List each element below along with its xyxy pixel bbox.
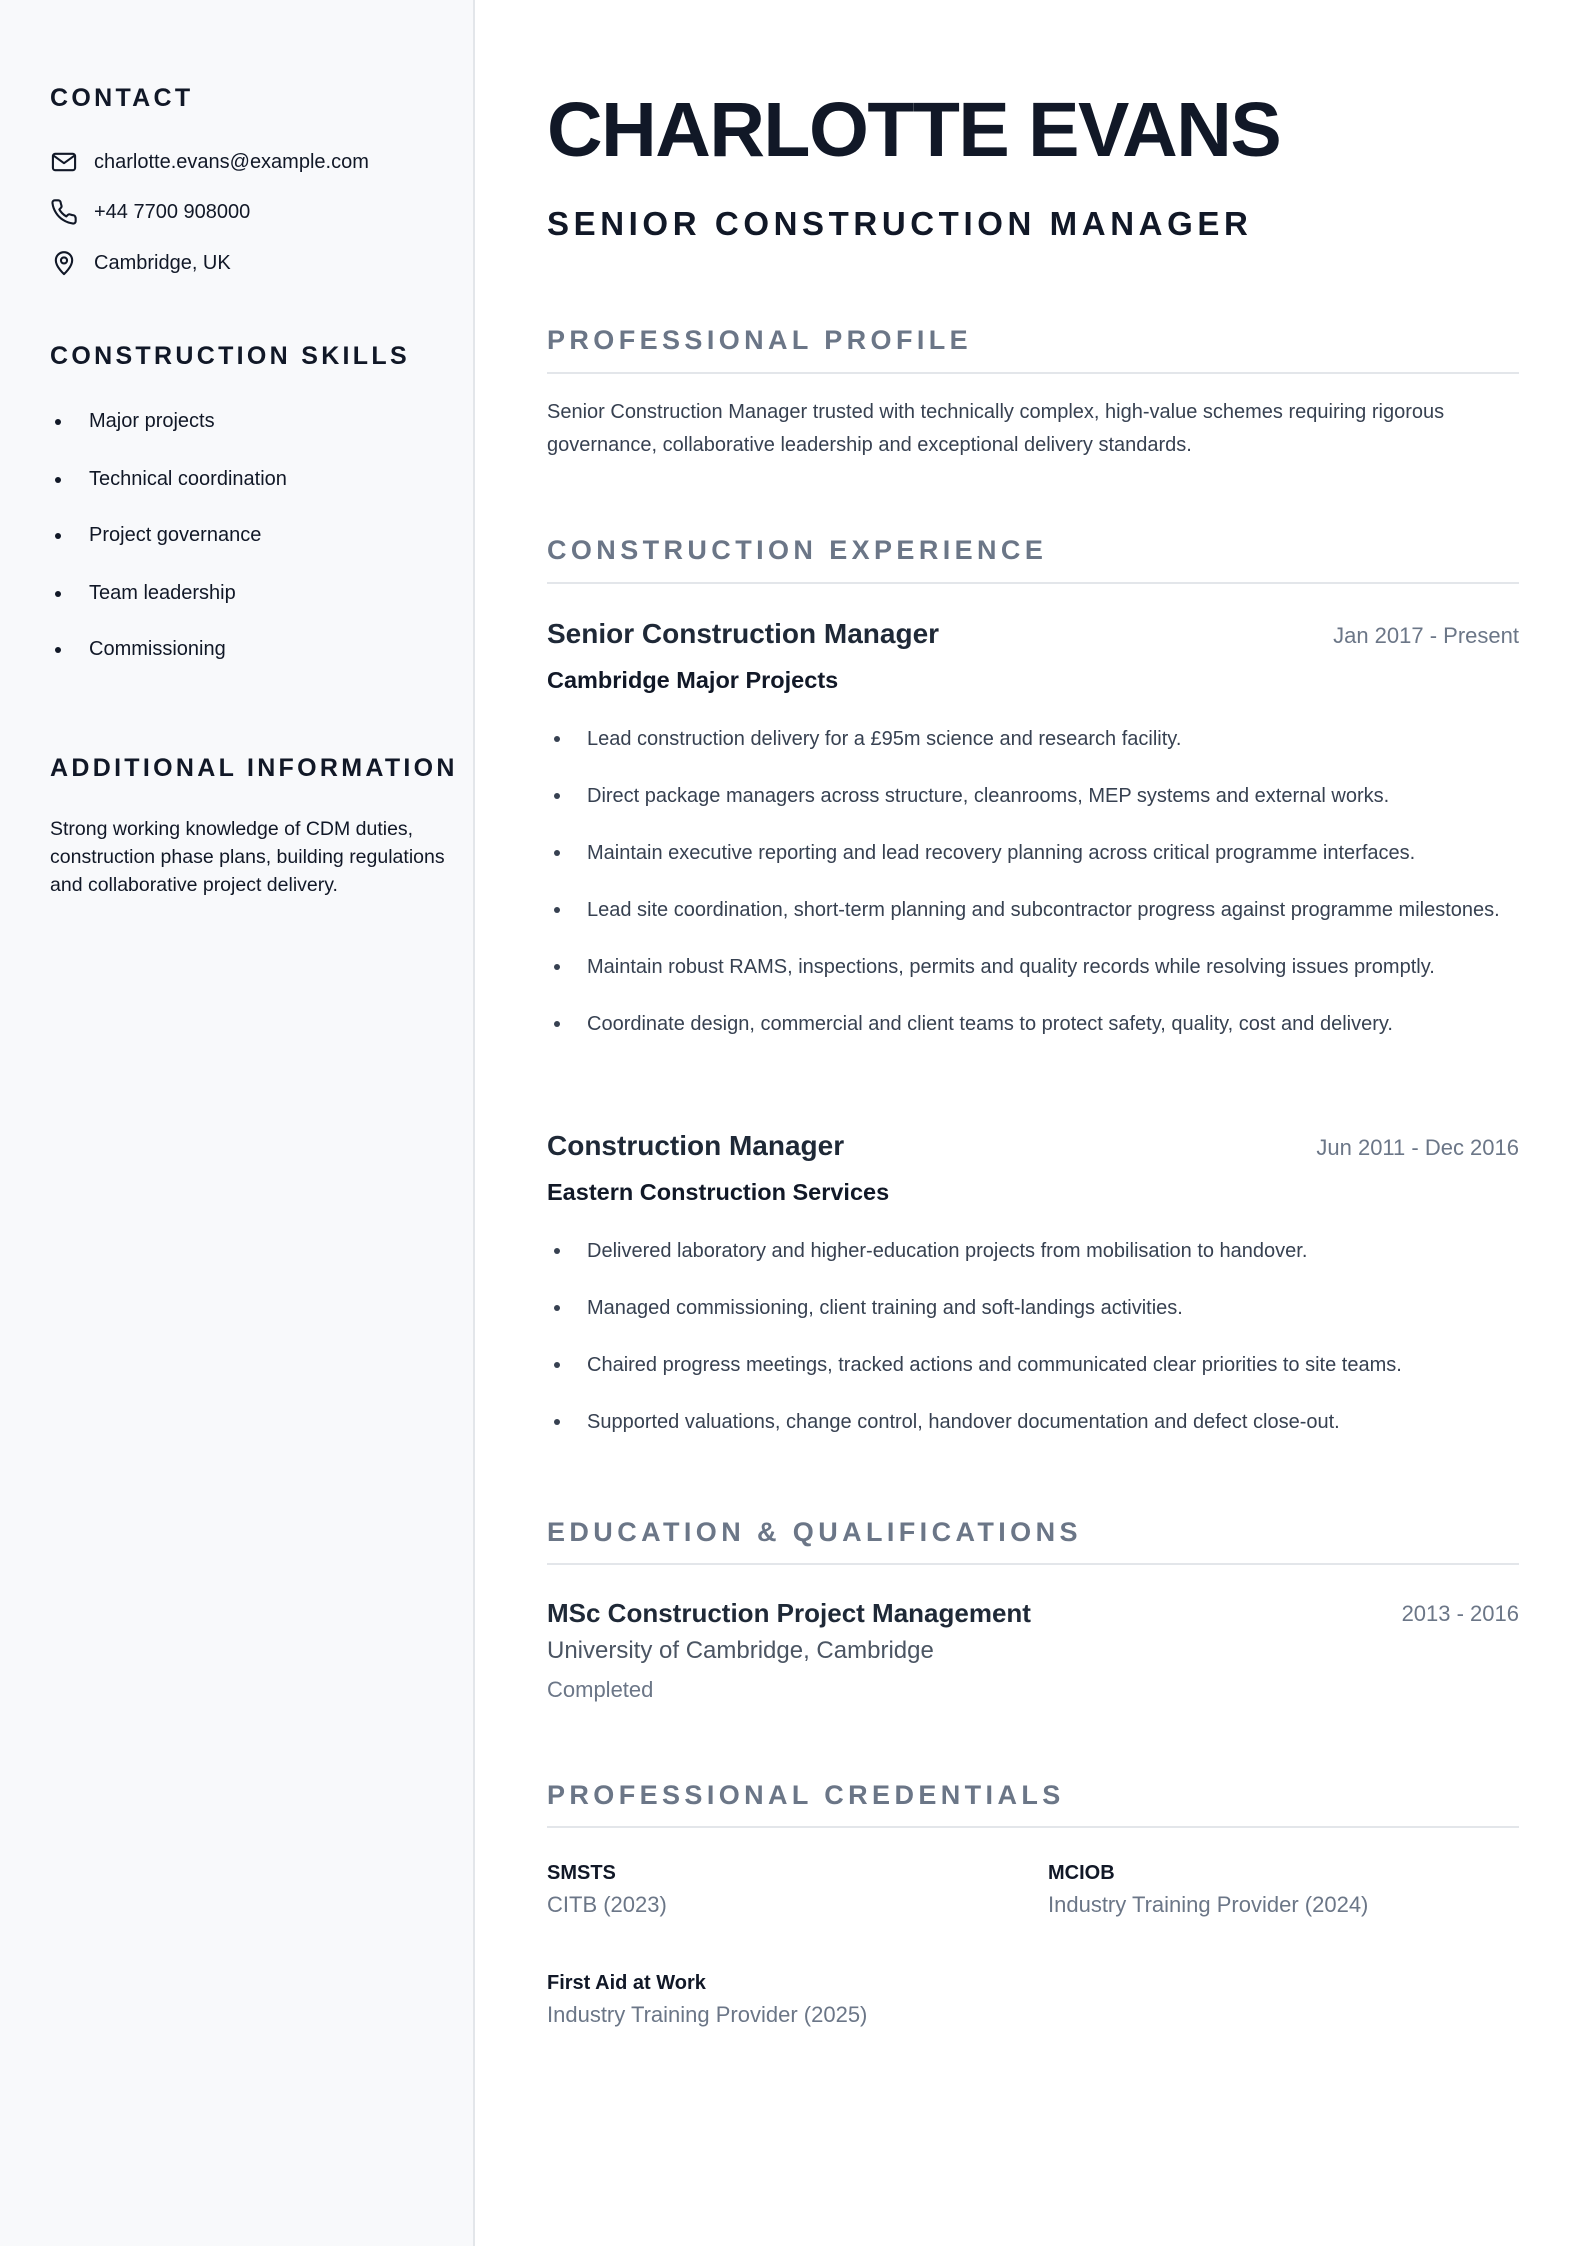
additional-heading: ADDITIONAL INFORMATION [50, 754, 458, 782]
skill-item [50, 410, 215, 433]
education-status: Completed [547, 1677, 654, 1702]
job-bullet: Lead site coordination, short-term planning and subcontractor progress against programme milestones. [547, 889, 1519, 931]
contact-location [50, 248, 231, 278]
job-bullets [547, 718, 1519, 1060]
contact-phone[interactable] [50, 197, 250, 227]
credential-issuer: Industry Training Provider (2025) [547, 2002, 868, 2027]
education-heading: EDUCATION & QUALIFICATIONS [547, 1517, 1082, 1547]
candidate-name: CHARLOTTE EVANS [547, 87, 1281, 173]
skill-label: Team leadership [89, 582, 236, 604]
bullet-dot [55, 647, 61, 653]
credential-item [547, 1860, 667, 1918]
education-dates: 2013 - 2016 [1401, 1601, 1519, 1626]
location-pin-icon [50, 249, 78, 277]
job-bullet: Supported valuations, change control, handover documentation and defect close-out. [547, 1401, 1519, 1443]
job-bullet: Maintain robust RAMS, inspections, permits and quality records while resolving issues promptly. [547, 946, 1519, 988]
section-divider [547, 372, 1519, 374]
education-school: University of Cambridge, Cambridge [547, 1637, 934, 1664]
education-degree: MSc Construction Project Management [547, 1598, 1031, 1628]
credential-name: MCIOB [1048, 1862, 1115, 1884]
job-bullet: Maintain executive reporting and lead recovery planning across critical programme interfaces. [547, 832, 1519, 874]
job-bullets [547, 1230, 1519, 1458]
skill-item [50, 638, 226, 661]
credential-issuer: Industry Training Provider (2024) [1048, 1892, 1369, 1917]
contact-heading: CONTACT [50, 84, 194, 112]
job-dates: Jun 2011 - Dec 2016 [1316, 1135, 1519, 1160]
credential-name: First Aid at Work [547, 1972, 706, 1994]
contact-email[interactable] [50, 147, 369, 177]
job-title: Construction Manager [547, 1130, 845, 1161]
section-divider [547, 1563, 1519, 1565]
skill-label: Project governance [89, 524, 262, 546]
sidebar [0, 0, 475, 2246]
credential-issuer: CITB (2023) [547, 1892, 667, 1917]
experience-heading: CONSTRUCTION EXPERIENCE [547, 535, 1048, 565]
skills-heading: CONSTRUCTION SKILLS [50, 342, 410, 370]
mail-icon [50, 148, 78, 176]
job-company: Cambridge Major Projects [547, 667, 839, 693]
skill-label: Major projects [89, 410, 215, 432]
job-dates: Jan 2017 - Present [1333, 623, 1519, 648]
candidate-role: SENIOR CONSTRUCTION MANAGER [547, 205, 1253, 242]
credential-name: SMSTS [547, 1862, 616, 1884]
job-company: Eastern Construction Services [547, 1179, 890, 1205]
bullet-dot [55, 477, 61, 483]
additional-text: Strong working knowledge of CDM duties, construction phase plans, building regulations and collaborative project delivery. [50, 818, 445, 896]
job-title: Senior Construction Manager [547, 618, 940, 649]
job-bullet: Managed commissioning, client training and soft-landings activities. [547, 1287, 1519, 1329]
skill-item [50, 524, 261, 547]
profile-heading: PROFESSIONAL PROFILE [547, 325, 973, 355]
job-bullet: Direct package managers across structure, cleanrooms, MEP systems and external works. [547, 775, 1519, 817]
bullet-dot [55, 533, 61, 539]
profile-text: Senior Construction Manager trusted with technically complex, high-value schemes requiring rigorous governance, collaborative leadership and exceptional delivery standards. [547, 401, 1445, 456]
skill-label: Technical coordination [89, 468, 287, 490]
bullet-dot [55, 591, 61, 597]
skill-item [50, 468, 287, 491]
contact-email-text: charlotte.evans@example.com [94, 150, 369, 173]
skill-label: Commissioning [89, 638, 226, 660]
credential-item [1048, 1860, 1368, 1918]
job-bullet: Lead construction delivery for a £95m science and research facility. [547, 718, 1519, 760]
credentials-heading: PROFESSIONAL CREDENTIALS [547, 1780, 1065, 1810]
bullet-dot [55, 419, 61, 425]
credential-item [547, 1970, 867, 2028]
job-bullet: Chaired progress meetings, tracked actions and communicated clear priorities to site teams. [547, 1344, 1519, 1386]
section-divider [547, 582, 1519, 584]
skill-item [50, 582, 236, 605]
job-bullet: Delivered laboratory and higher-education projects from mobilisation to handover. [547, 1230, 1519, 1272]
phone-icon [50, 198, 78, 226]
section-divider [547, 1826, 1519, 1828]
job-bullet: Coordinate design, commercial and client teams to protect safety, quality, cost and delivery. [547, 1003, 1519, 1045]
contact-phone-text: +44 7700 908000 [94, 200, 251, 223]
contact-location-text: Cambridge, UK [94, 251, 231, 274]
